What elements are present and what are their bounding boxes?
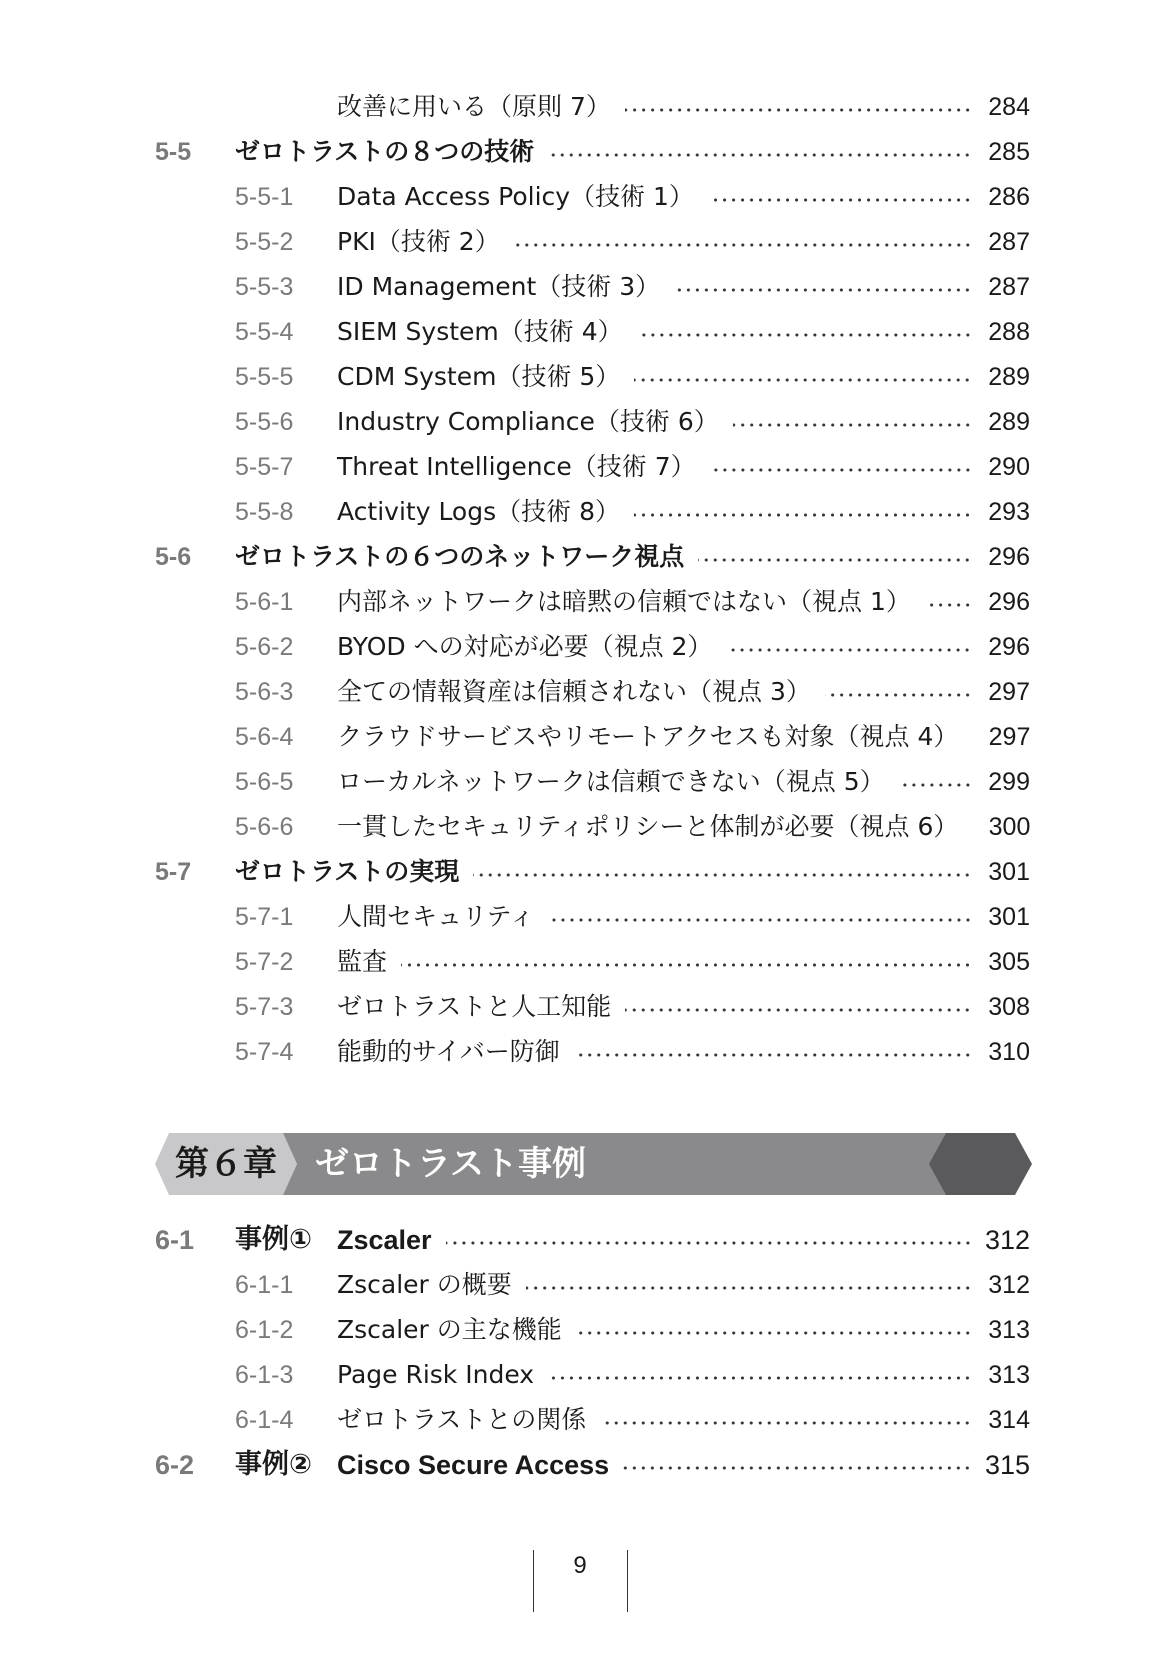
toc-section-page: 301 <box>988 858 1030 886</box>
page-number: 9 <box>573 1552 587 1579</box>
toc-entry-page: 293 <box>988 498 1030 526</box>
toc-entry-number: 5-5-6 <box>235 408 294 436</box>
toc-entry-number: 5-6-2 <box>235 633 294 661</box>
toc-entry[interactable] <box>155 89 1030 125</box>
toc-entry-title: ID Management（技術 3） <box>337 272 661 301</box>
leader-dots <box>710 468 972 472</box>
leader-dots <box>726 648 972 652</box>
toc-section-prefix: 事例① <box>235 1224 312 1255</box>
toc-entry-number: 5-6-6 <box>235 813 294 841</box>
toc-entry-title: Activity Logs（技術 8） <box>337 497 620 526</box>
toc-entry-number: 5-6-3 <box>235 678 294 706</box>
chapter-banner-shape <box>155 1133 1032 1195</box>
toc-entry-page: 301 <box>988 903 1030 931</box>
leader-dots <box>674 288 972 292</box>
toc-entry-title: 能動的サイバー防御 <box>337 1037 560 1066</box>
toc-entry-page: 284 <box>988 93 1030 121</box>
toc-entry-number: 6-1-2 <box>235 1316 294 1344</box>
toc-entry-page: 299 <box>988 768 1030 796</box>
toc-section[interactable] <box>155 539 1030 575</box>
leader-dots <box>446 1241 972 1245</box>
toc-entry-page: 300 <box>988 813 1031 841</box>
toc-section[interactable] <box>155 854 1030 890</box>
toc-entry-title: CDM System（技術 5） <box>337 362 621 391</box>
toc-section-page: 285 <box>988 138 1030 166</box>
toc-entry[interactable] <box>155 1034 1030 1070</box>
leader-dots <box>637 333 972 337</box>
toc-entry-number: 5-6-5 <box>235 768 294 796</box>
leader-dots <box>574 1053 972 1057</box>
toc-section[interactable] <box>155 134 1030 170</box>
toc-entry-page: 287 <box>988 273 1030 301</box>
leader-dots <box>634 513 972 517</box>
leader-dots <box>548 1376 972 1380</box>
leader-dots <box>899 783 972 787</box>
toc-entry-title: ゼロトラストと人工知能 <box>337 992 612 1021</box>
toc-entry-number: 5-5-1 <box>235 183 294 211</box>
leader-dots <box>698 558 972 562</box>
toc-entry-page: 290 <box>988 453 1030 481</box>
toc-section-number: 5-6 <box>155 543 192 571</box>
toc-section-page: 312 <box>984 1225 1030 1255</box>
toc-entry[interactable] <box>155 989 1030 1025</box>
toc-entry-page: 287 <box>988 228 1030 256</box>
toc-section-page: 296 <box>988 543 1030 571</box>
footer-rule-right <box>627 1550 628 1612</box>
toc-entry-page: 289 <box>988 363 1030 391</box>
toc-entry-number: 5-6-4 <box>235 723 294 751</box>
toc-entry-title: Data Access Policy（技術 1） <box>337 182 694 211</box>
toc-entry-number: 6-1-1 <box>235 1271 294 1299</box>
toc-entry-page: 310 <box>988 1038 1030 1066</box>
toc-entry-number: 5-5-5 <box>235 363 294 391</box>
toc-section-number: 6-1 <box>155 1225 195 1255</box>
toc-entry-page: 313 <box>988 1361 1030 1389</box>
toc-entry-title: 全ての情報資産は信頼されない（視点 3） <box>337 677 811 706</box>
toc-entry[interactable] <box>155 449 1030 485</box>
toc-entry[interactable] <box>155 584 1030 620</box>
toc-entry-title: 内部ネットワークは暗黙の信頼ではない（視点 1） <box>337 587 911 616</box>
toc-entry[interactable] <box>155 719 1030 755</box>
toc-entry[interactable] <box>155 764 1030 800</box>
toc-entry[interactable] <box>155 629 1030 665</box>
toc-entry-title: ローカルネットワークは信頼できない（視点 5） <box>337 767 885 796</box>
toc-entry-title: 人間セキュリティ <box>337 902 535 931</box>
leader-dots <box>625 108 972 112</box>
toc-entry[interactable] <box>155 404 1030 440</box>
toc-entry-page: 297 <box>988 723 1031 751</box>
leader-dots <box>825 693 972 697</box>
toc-entry-page: 313 <box>988 1316 1030 1344</box>
toc-entry-title: Industry Compliance（技術 6） <box>337 407 719 436</box>
toc-entry-number: 5-7-3 <box>235 993 294 1021</box>
toc-entry[interactable] <box>155 1267 1030 1303</box>
toc-entry-page: 308 <box>988 993 1030 1021</box>
toc-entry-title: Threat Intelligence（技術 7） <box>337 452 696 481</box>
toc-entry[interactable] <box>155 359 1030 395</box>
toc-entry-number: 5-5-7 <box>235 453 294 481</box>
leader-dots <box>634 378 972 382</box>
toc-section-title: ゼロトラストの実現 <box>235 857 460 886</box>
toc-entry-number: 5-5-8 <box>235 498 294 526</box>
toc-entry[interactable] <box>155 224 1030 260</box>
toc-entry[interactable] <box>155 494 1030 530</box>
toc-entry-page: 288 <box>988 318 1030 346</box>
toc-entry-page: 312 <box>988 1271 1030 1299</box>
toc-entry-title: クラウドサービスやリモートアクセスも対象（視点 4） <box>337 722 959 751</box>
leader-dots <box>514 243 972 247</box>
toc-entry-page: 286 <box>988 183 1030 211</box>
toc-entry[interactable] <box>155 944 1030 980</box>
toc-entry[interactable] <box>155 1357 1030 1393</box>
chapter-end-hexagon <box>929 1133 1032 1195</box>
leader-dots <box>733 423 972 427</box>
toc-entry-number: 5-7-2 <box>235 948 294 976</box>
toc-section-number: 5-7 <box>155 858 192 886</box>
toc-entry[interactable] <box>155 269 1030 305</box>
chapter-banner <box>155 1133 1032 1195</box>
toc-entry-number: 5-7-1 <box>235 903 294 931</box>
toc-entry-page: 289 <box>988 408 1030 436</box>
toc-entry-title: Page Risk Index <box>337 1360 535 1389</box>
toc-entry-title: SIEM System（技術 4） <box>337 317 623 346</box>
toc-entry[interactable] <box>155 899 1030 935</box>
toc-entry-page: 296 <box>988 588 1030 616</box>
leader-dots <box>548 153 972 157</box>
toc-section[interactable] <box>155 1447 1030 1483</box>
leader-dots <box>925 603 972 607</box>
leader-dots <box>549 918 972 922</box>
toc-entry-title: 監査 <box>337 947 388 976</box>
toc-section-page: 315 <box>984 1450 1030 1480</box>
toc-entry[interactable] <box>155 179 1030 215</box>
toc-entry-number: 5-7-4 <box>235 1038 294 1066</box>
leader-dots <box>526 1286 972 1290</box>
toc-section-prefix: 事例② <box>235 1449 312 1480</box>
toc-entry-number: 5-6-1 <box>235 588 294 616</box>
toc-entry-number: 5-5-2 <box>235 228 294 256</box>
toc-section[interactable] <box>155 1222 1030 1258</box>
toc-entry-number: 6-1-4 <box>235 1406 294 1434</box>
toc-entry-title: Zscaler の概要 <box>337 1270 512 1299</box>
leader-dots <box>473 873 972 877</box>
toc-entry-page: 296 <box>988 633 1030 661</box>
toc-entry-title: 改善に用いる（原則 7） <box>337 92 611 121</box>
toc-section-title: ゼロトラストの８つの技術 <box>235 137 535 166</box>
toc-entry-page: 314 <box>988 1406 1030 1434</box>
toc-section-title: Zscaler <box>337 1225 432 1255</box>
toc-entry[interactable] <box>155 1312 1030 1348</box>
toc-entry-number: 5-5-3 <box>235 273 294 301</box>
toc-section-number: 6-2 <box>155 1450 195 1480</box>
toc-entry-number: 5-5-4 <box>235 318 294 346</box>
toc-entry-page: 305 <box>988 948 1030 976</box>
toc-entry-title: 一貫したセキュリティポリシーと体制が必要（視点 6） <box>337 812 959 841</box>
toc-entry[interactable] <box>155 1402 1030 1438</box>
toc-entry-title: PKI（技術 2） <box>337 227 500 256</box>
toc-section-title: ゼロトラストの６つのネットワーク視点 <box>235 542 685 571</box>
toc-section-title: Cisco Secure Access <box>337 1450 610 1480</box>
toc-entry-number: 6-1-3 <box>235 1361 294 1389</box>
leader-dots <box>600 1421 972 1425</box>
toc-entry-title: Zscaler の主な機能 <box>337 1315 562 1344</box>
leader-dots <box>708 198 972 202</box>
toc-entry-title: BYOD への対応が必要（視点 2） <box>337 632 713 661</box>
toc-entry[interactable] <box>155 674 1030 710</box>
chapter-title: ゼロトラスト事例 <box>315 1144 586 1184</box>
toc-entry-title: ゼロトラストとの関係 <box>337 1405 587 1434</box>
toc-entry[interactable] <box>155 809 1030 845</box>
leader-dots <box>625 1008 972 1012</box>
toc-section-number: 5-5 <box>155 138 192 166</box>
leader-dots <box>401 963 972 967</box>
toc-entry-page: 297 <box>988 678 1030 706</box>
leader-dots <box>623 1466 972 1470</box>
leader-dots <box>576 1331 972 1335</box>
toc-entry[interactable] <box>155 314 1030 350</box>
chapter-number: 第６章 <box>175 1144 277 1184</box>
